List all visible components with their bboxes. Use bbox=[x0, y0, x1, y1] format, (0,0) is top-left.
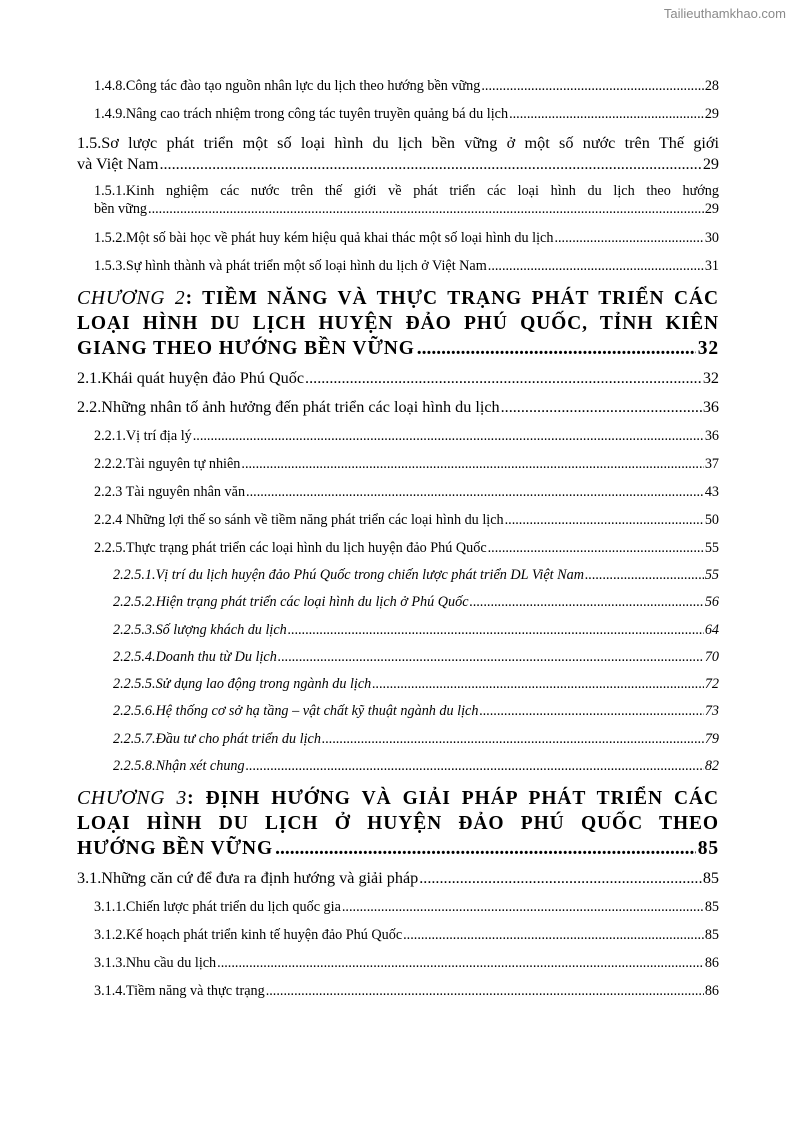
toc-chapter-3[interactable] bbox=[77, 786, 719, 861]
chapter-title-line2: LOẠI HÌNH DU LỊCH HUYỆN ĐẢO PHÚ QUỐC, TỈNH KIÊN bbox=[77, 313, 719, 334]
toc-entry-title: 2.2.5.4.Doanh thu từ Du lịch bbox=[113, 648, 277, 665]
leader-dots bbox=[288, 617, 704, 644]
toc-entry-title: 1.4.9.Nâng cao trách nhiệm trong công tác tuyên truyền quảng bá du lịch bbox=[94, 106, 509, 122]
toc-entry-1-5[interactable] bbox=[77, 133, 719, 175]
leader-dots bbox=[501, 393, 702, 422]
toc-page-number: 28 bbox=[704, 78, 719, 94]
toc-entry-title: 2.2.5.6.Hệ thống cơ sở hạ tầng – vật chất kỹ thuật ngành du lịch bbox=[113, 703, 479, 720]
leader-dots bbox=[481, 72, 703, 100]
leader-dots bbox=[479, 698, 703, 725]
leader-dots bbox=[305, 364, 702, 393]
toc-page-number: 55 bbox=[704, 540, 719, 556]
toc-page-number: 86 bbox=[704, 983, 719, 1000]
leader-dots bbox=[148, 200, 704, 218]
toc-entry-title: 2.2.5.1.Vị trí du lịch huyện đảo Phú Quốc trong chiến lược phát triển DL Việt Nam bbox=[113, 567, 584, 583]
toc-entry-title-line2: và Việt Nam bbox=[77, 155, 159, 173]
toc-page-number: 29 bbox=[704, 201, 719, 217]
toc-page-number: 50 bbox=[704, 512, 719, 528]
toc-page-number: 82 bbox=[704, 758, 719, 775]
toc-page-number: 55 bbox=[704, 567, 719, 583]
toc-entry-2-2-5-7[interactable] bbox=[77, 726, 719, 753]
toc-page-number: 32 bbox=[697, 338, 719, 359]
toc-page-number: 85 bbox=[704, 899, 719, 916]
toc-entry-title: 1.5.2.Một số bài học về phát huy kém hiệu quả khai thác một số loại hình du lịch bbox=[94, 230, 554, 246]
toc-entry-title-line2: bền vững bbox=[94, 201, 148, 217]
toc-entry-3-1-2[interactable] bbox=[77, 921, 719, 949]
chapter-label: CHƯƠNG 3 bbox=[77, 788, 188, 810]
toc-entry-title: 2.2.4 Những lợi thế so sánh về tiềm năng phát triển các loại hình du lịch bbox=[94, 512, 504, 528]
toc-entry-title: 2.2.5.Thực trạng phát triển các loại hình du lịch huyện đảo Phú Quốc bbox=[94, 540, 487, 556]
toc-entry-2-2-5-6[interactable] bbox=[77, 698, 719, 725]
toc-entry-title: 2.1.Khái quát huyện đảo Phú Quốc bbox=[77, 369, 305, 387]
leader-dots bbox=[417, 336, 696, 361]
toc-entry-3-1-3[interactable] bbox=[77, 949, 719, 977]
leader-dots bbox=[488, 252, 704, 280]
toc-page-number: 86 bbox=[704, 955, 719, 972]
toc-entry-title: 3.1.4.Tiềm năng và thực trạng bbox=[94, 983, 265, 1000]
leader-dots bbox=[159, 154, 701, 175]
chapter-title-line3: GIANG THEO HƯỚNG BỀN VỮNG bbox=[77, 338, 415, 359]
toc-page-number: 36 bbox=[704, 428, 719, 444]
leader-dots bbox=[419, 864, 702, 893]
toc-entry-2-2-4[interactable] bbox=[77, 506, 719, 534]
toc-entry-2-2-2[interactable] bbox=[77, 450, 719, 478]
toc-entry-title: 2.2.5.8.Nhận xét chung bbox=[113, 758, 245, 775]
toc-entry-2-2-5-1[interactable] bbox=[77, 562, 719, 589]
toc-entry-3-1-1[interactable] bbox=[77, 893, 719, 921]
toc-page-number: 72 bbox=[704, 676, 719, 693]
leader-dots bbox=[509, 100, 704, 128]
leader-dots bbox=[488, 534, 704, 562]
leader-dots bbox=[342, 893, 704, 921]
toc-entry-title: 3.1.3.Nhu cầu du lịch bbox=[94, 955, 217, 972]
leader-dots bbox=[193, 422, 704, 450]
toc-entry-3-1-4[interactable] bbox=[77, 977, 719, 1005]
toc-page-number: 32 bbox=[702, 369, 719, 387]
toc-entry-title: 2.2.5.3.Số lượng khách du lịch bbox=[113, 621, 287, 638]
chapter-title-line2: LOẠI HÌNH DU LỊCH Ở HUYỆN ĐẢO PHÚ QUỐC THEO bbox=[77, 813, 719, 835]
toc-entry-1-5-3[interactable] bbox=[77, 252, 719, 280]
toc-entry-2-2[interactable] bbox=[77, 393, 719, 422]
toc-page-number: 85 bbox=[704, 927, 719, 944]
toc-entry-title: 2.2.5.2.Hiện trạng phát triển các loại hình du lịch ở Phú Quốc bbox=[113, 594, 469, 611]
leader-dots bbox=[470, 589, 704, 616]
toc-page-number: 70 bbox=[704, 648, 719, 665]
leader-dots bbox=[278, 644, 704, 671]
toc-entry-2-2-5-4[interactable] bbox=[77, 644, 719, 671]
toc-entry-2-2-5-5[interactable] bbox=[77, 671, 719, 698]
toc-entry-title: 2.2.5.5.Sử dụng lao động trong ngành du lịch bbox=[113, 676, 372, 693]
leader-dots bbox=[322, 726, 704, 753]
toc-entry-title: 2.2.5.7.Đầu tư cho phát triển du lịch bbox=[113, 730, 321, 747]
toc-entry-title: 2.2.1.Vị trí địa lý bbox=[94, 428, 192, 444]
leader-dots bbox=[217, 949, 704, 977]
toc-page-number: 79 bbox=[704, 730, 719, 747]
leader-dots bbox=[554, 224, 703, 252]
toc-page-number: 37 bbox=[704, 456, 719, 472]
toc-entry-1-4-9[interactable] bbox=[77, 100, 719, 128]
watermark-text: Tailieuthamkhao.com bbox=[663, 6, 786, 21]
toc-entry-2-2-1[interactable] bbox=[77, 422, 719, 450]
toc-entry-title-line1: 1.5.Sơ lược phát triển một số loại hình du lịch bền vững ở một số nước trên Thế giới bbox=[77, 134, 719, 152]
chapter-title-line3: HƯỚNG BỀN VỮNG bbox=[77, 838, 274, 860]
toc-chapter-2[interactable] bbox=[77, 286, 719, 361]
toc-page-number: 31 bbox=[704, 258, 719, 274]
leader-dots bbox=[246, 753, 704, 780]
toc-entry-title: 1.4.8.Công tác đào tạo nguồn nhân lực du lịch theo hướng bền vững bbox=[94, 78, 481, 94]
leader-dots bbox=[585, 562, 704, 589]
toc-entry-2-2-5[interactable] bbox=[77, 534, 719, 562]
leader-dots bbox=[372, 671, 704, 698]
table-of-contents bbox=[77, 72, 719, 1005]
toc-entry-2-2-3[interactable] bbox=[77, 478, 719, 506]
toc-entry-2-2-5-8[interactable] bbox=[77, 753, 719, 780]
leader-dots bbox=[275, 836, 696, 861]
toc-page-number: 56 bbox=[704, 594, 719, 611]
toc-page-number: 85 bbox=[702, 869, 719, 888]
toc-entry-title: 3.1.2.Kế hoạch phát triển kinh tế huyện đảo Phú Quốc bbox=[94, 927, 403, 944]
toc-entry-title: 1.5.3.Sự hình thành và phát triển một số loại hình du lịch ở Việt Nam bbox=[94, 258, 487, 274]
toc-entry-1-5-2[interactable] bbox=[77, 224, 719, 252]
toc-entry-title: 2.2.2.Tài nguyên tự nhiên bbox=[94, 456, 241, 472]
toc-page-number: 85 bbox=[697, 838, 719, 860]
toc-page-number: 64 bbox=[704, 621, 719, 638]
toc-entry-title-line1: 1.5.1.Kinh nghiệm các nước trên thế giới về phát triển các loại hình du lịch theo hướng bbox=[94, 183, 719, 199]
toc-entry-1-5-1[interactable] bbox=[77, 182, 719, 218]
toc-entry-title: 3.1.Những căn cứ để đưa ra định hướng và giải pháp bbox=[77, 869, 419, 888]
toc-page-number: 29 bbox=[702, 155, 719, 173]
leader-dots bbox=[246, 478, 704, 506]
toc-page-number: 73 bbox=[704, 703, 719, 720]
toc-page-number: 43 bbox=[704, 484, 719, 500]
toc-entry-3-1[interactable] bbox=[77, 864, 719, 893]
toc-page-number: 29 bbox=[704, 106, 719, 122]
toc-page-number: 30 bbox=[704, 230, 719, 246]
toc-entry-title: 2.2.3 Tài nguyên nhân văn bbox=[94, 484, 246, 500]
toc-entry-2-2-5-2[interactable] bbox=[77, 589, 719, 616]
toc-entry-title: 3.1.1.Chiến lược phát triển du lịch quốc gia bbox=[94, 899, 341, 916]
toc-entry-title: 2.2.Những nhân tố ảnh hưởng đến phát triển các loại hình du lịch bbox=[77, 398, 500, 416]
leader-dots bbox=[403, 921, 704, 949]
toc-page-number: 36 bbox=[702, 398, 719, 416]
toc-entry-1-4-8[interactable] bbox=[77, 72, 719, 100]
toc-entry-2-1[interactable] bbox=[77, 364, 719, 393]
leader-dots bbox=[241, 450, 703, 478]
chapter-label: CHƯƠNG 2 bbox=[77, 288, 186, 309]
leader-dots bbox=[266, 977, 704, 1005]
leader-dots bbox=[505, 506, 704, 534]
chapter-title-line1: : TIỀM NĂNG VÀ THỰC TRẠNG PHÁT TRIỂN CÁC bbox=[185, 288, 720, 309]
chapter-title-line1: : ĐỊNH HƯỚNG VÀ GIẢI PHÁP PHÁT TRIỂN CÁC bbox=[187, 788, 719, 810]
toc-entry-2-2-5-3[interactable] bbox=[77, 617, 719, 644]
